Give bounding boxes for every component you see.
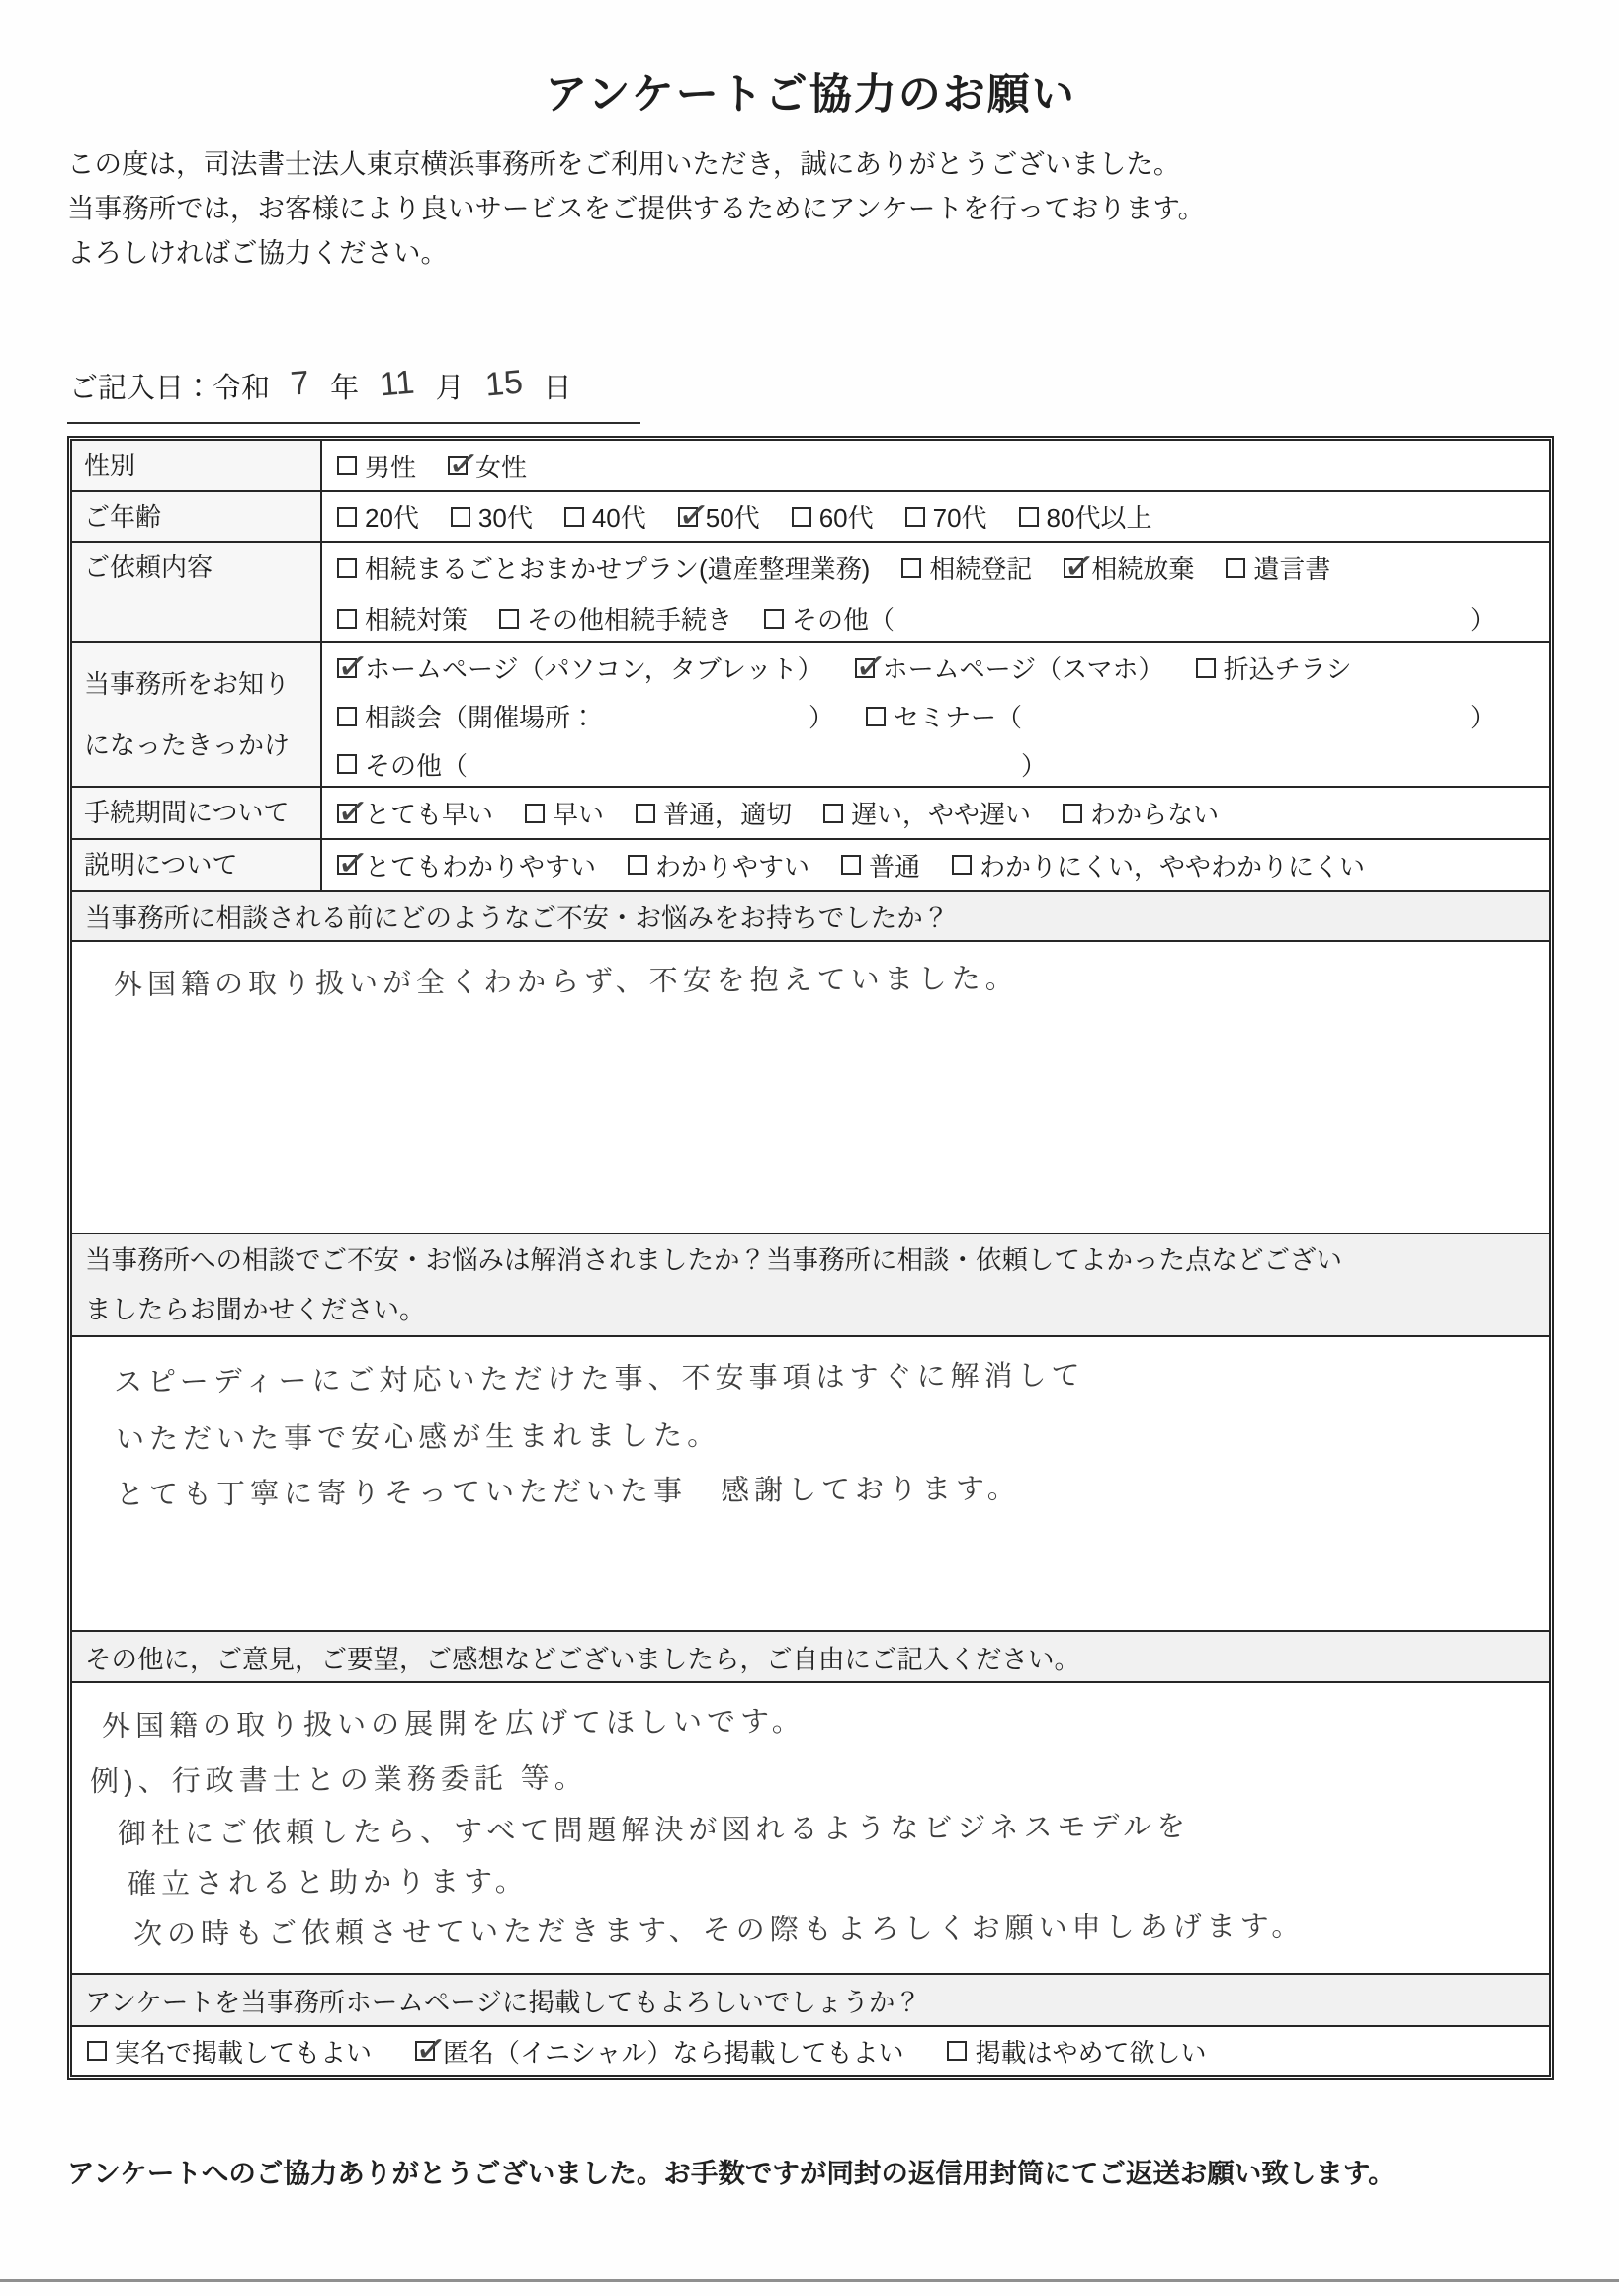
option-label: セミナー（	[894, 703, 1023, 732]
checkbox-icon	[628, 855, 647, 875]
handwritten-day: 15	[482, 363, 524, 404]
checkbox-icon	[87, 2041, 107, 2061]
row-label: 当事務所をお知りになったきっかけ	[72, 643, 322, 786]
survey-option	[1063, 795, 1219, 831]
option-label: その他（	[792, 605, 895, 635]
answer-area-resolved	[72, 1335, 1549, 1630]
option-label: 相続まるごとおまかせプラン(遺産整理業務)	[365, 554, 871, 584]
intro-line: 当事務所では，お客様により良いサービスをご提供するためにアンケートを行っております。	[67, 193, 1206, 223]
option-label: 匿名（イニシャル）なら掲載してもよい	[443, 2037, 904, 2068]
option-label: 掲載はやめて欲しい	[975, 2037, 1207, 2068]
survey-option	[337, 795, 493, 831]
option-label: 70代	[932, 503, 987, 533]
row-label: 性別	[72, 441, 322, 490]
option-label: その他（	[365, 750, 469, 781]
checkbox-icon	[337, 707, 357, 726]
survey-option	[866, 698, 1517, 734]
checkbox-icon	[792, 507, 811, 527]
checkbox-icon	[337, 609, 357, 629]
survey-option	[564, 498, 646, 535]
document-content	[67, 0, 1554, 2190]
option-label: 実名で掲載してもよい	[115, 2037, 373, 2068]
option-label: わからない	[1090, 800, 1220, 829]
question-text: その他に，ご意見，ご要望，ご感想などございましたら，ご自由にご記入ください。	[85, 1644, 1080, 1674]
table-row-speed	[72, 786, 1549, 838]
option-close-paren: ）	[809, 703, 835, 732]
option-label: わかりやすい	[655, 851, 810, 882]
option-label: わかりにくい，ややわかりにくい	[980, 851, 1366, 882]
checkbox-icon	[841, 855, 861, 875]
option-label: 相談会（開催場所：	[365, 703, 597, 732]
checkbox-icon	[337, 507, 357, 527]
survey-option	[451, 498, 533, 535]
answer-area-worries	[72, 940, 1549, 1233]
option-label: 女性	[475, 452, 528, 482]
survey-table	[67, 436, 1554, 2080]
survey-option	[1196, 649, 1352, 686]
checkbox-icon	[764, 609, 784, 629]
question-row-resolved	[72, 1233, 1549, 1335]
checkbox-icon	[678, 507, 698, 527]
survey-option	[855, 649, 1164, 686]
date-year-unit: 年	[330, 373, 360, 404]
survey-option	[415, 2033, 903, 2070]
checkbox-icon	[947, 2041, 967, 2061]
option-close-paren: ）	[1021, 750, 1048, 781]
table-row-explanation	[72, 838, 1549, 890]
checkbox-icon	[1196, 658, 1216, 678]
handwritten-answer-line: とても丁寧に寄りそっていただいた事 感謝しております。	[115, 1473, 1021, 1511]
survey-option	[905, 498, 987, 535]
handwritten-answer-line: 外国籍の取り扱いの展開を広げてほしいです。	[101, 1706, 806, 1743]
date-label: ご記入日：令和	[69, 373, 271, 404]
survey-option	[337, 746, 1047, 783]
survey-option	[499, 600, 732, 637]
checkbox-icon	[337, 754, 357, 774]
table-row-request	[72, 541, 1549, 641]
survey-option	[1064, 550, 1194, 586]
intro-line: よろしければご協力ください。	[67, 237, 448, 268]
survey-option	[823, 795, 1031, 831]
date-line	[67, 363, 640, 424]
checkbox-icon	[855, 658, 875, 678]
checkbox-icon	[905, 507, 925, 527]
option-label: 遅い，やや遅い	[851, 800, 1032, 829]
handwritten-month: 11	[378, 363, 416, 404]
handwritten-answer-line: 例)、行政書士との業務委託 等。	[89, 1762, 588, 1799]
option-label: 相続対策	[365, 605, 469, 635]
option-label: 男性	[365, 452, 417, 482]
option-close-paren: ）	[1469, 605, 1495, 635]
option-label: 50代	[705, 503, 760, 533]
survey-option	[525, 795, 604, 831]
option-label: ホームページ（スマホ）	[882, 654, 1164, 684]
option-label: とてもわかりやすい	[365, 851, 597, 882]
question-text: 当事務所に相談される前にどのようなご不安・お悩みをお持ちでしたか？	[85, 903, 950, 933]
question-row-worries	[72, 890, 1549, 940]
checkbox-icon	[901, 558, 921, 578]
answer-area-other-comments	[72, 1681, 1549, 1973]
handwritten-answer-line: いただいた事で安心感が生まれました。	[115, 1419, 722, 1456]
handwritten-answer-line: 御社にご依頼したら、すべて問題解決が図れるようなビジネスモデルを	[117, 1811, 1191, 1850]
question-text: ましたらお聞かせください。	[85, 1295, 426, 1324]
checkbox-icon	[499, 609, 519, 629]
handwritten-answer-line: 外国籍の取り扱いが全くわからず、不安を抱えていました。	[113, 963, 1019, 1001]
checkbox-icon	[451, 507, 470, 527]
handwritten-year: 7	[289, 364, 311, 403]
option-label: 30代	[477, 503, 533, 533]
intro-line: この度は，司法書士法人東京横浜事務所をご利用いただき，誠にありがとうございました。	[67, 148, 1181, 179]
survey-option	[841, 847, 920, 884]
row-label: ご年齢	[72, 492, 322, 541]
handwritten-answer-line: スピーディーにご対応いただけた事、不安事項はすぐに解消して	[113, 1360, 1085, 1399]
checkbox-icon	[448, 456, 468, 475]
date-day-unit: 日	[543, 373, 572, 404]
checkbox-icon	[1226, 558, 1245, 578]
checkbox-icon	[564, 507, 584, 527]
page-title: アンケートご協力のお願い	[545, 71, 1076, 119]
intro-paragraph	[67, 141, 1554, 275]
option-label: 早い	[553, 800, 605, 829]
survey-option	[792, 498, 874, 535]
checkbox-icon	[952, 855, 972, 875]
checkbox-icon	[823, 804, 843, 823]
survey-option	[901, 550, 1032, 586]
survey-option	[952, 847, 1365, 884]
survey-option	[337, 847, 596, 884]
checkbox-icon	[525, 804, 545, 823]
question-row-publish	[72, 1973, 1549, 2025]
option-label: 折込チラシ	[1223, 654, 1352, 684]
option-label: 普通，適切	[663, 800, 793, 829]
checkbox-icon	[337, 658, 357, 678]
handwritten-answer-line: 確立されると助かります。	[127, 1865, 529, 1901]
survey-option	[337, 498, 419, 535]
survey-option	[337, 448, 416, 484]
table-row-publish-options	[72, 2025, 1549, 2075]
table-row-sex	[72, 441, 1549, 490]
checkbox-icon	[636, 804, 655, 823]
option-label: 80代以上	[1046, 503, 1152, 533]
scan-artifact-line	[0, 2279, 1619, 2282]
option-label: 20代	[365, 503, 419, 533]
option-label: ホームページ（パソコン，タブレット）	[365, 654, 823, 684]
checkbox-icon	[337, 855, 357, 875]
checkbox-icon	[1064, 558, 1083, 578]
survey-option	[628, 847, 810, 884]
checkbox-icon	[1019, 507, 1039, 527]
table-row-age	[72, 490, 1549, 541]
survey-option	[337, 698, 834, 734]
checkbox-icon	[866, 707, 886, 726]
row-label: 説明について	[72, 840, 322, 890]
row-label: 手続期間について	[72, 788, 322, 838]
handwritten-answer-line: 次の時もご依頼させていただきます、その際もよろしくお願い申しあげます。	[132, 1911, 1306, 1951]
survey-option	[448, 448, 527, 484]
option-label: その他相続手続き	[527, 605, 733, 635]
date-month-unit: 月	[435, 373, 465, 404]
question-text: 当事務所への相談でご不安・お悩みは解消されましたか？当事務所に相談・依頼してよかった点などござい	[85, 1245, 1342, 1275]
checkbox-icon	[337, 558, 357, 578]
survey-option	[678, 498, 760, 535]
survey-option	[636, 795, 792, 831]
option-label: 遺言書	[1253, 554, 1331, 584]
checkbox-icon	[337, 804, 357, 823]
option-label: 普通	[869, 851, 921, 882]
survey-option	[947, 2033, 1206, 2070]
option-label: 相続放棄	[1091, 554, 1195, 584]
survey-option	[1019, 498, 1152, 535]
footer-note: アンケートへのご協力ありがとうございました。お手数ですが同封の返信用封筒にてご返送お願い致します。	[67, 2158, 1396, 2188]
row-label: ご依頼内容	[72, 543, 322, 641]
option-label: 60代	[818, 503, 874, 533]
survey-option	[337, 600, 468, 637]
survey-option	[764, 600, 1517, 637]
survey-option	[87, 2033, 372, 2070]
survey-option	[337, 649, 823, 686]
option-label: 相続登記	[929, 554, 1033, 584]
question-row-other-comments	[72, 1630, 1549, 1681]
question-text: アンケートを当事務所ホームページに掲載してもよろしいでしょうか？	[85, 1988, 921, 2017]
option-label: とても早い	[365, 800, 494, 829]
checkbox-icon	[415, 2041, 435, 2061]
survey-option	[1226, 550, 1330, 586]
checkbox-icon	[1063, 804, 1082, 823]
option-close-paren: ）	[1469, 703, 1495, 732]
survey-option	[337, 550, 870, 586]
checkbox-icon	[337, 456, 357, 475]
option-label: 40代	[591, 503, 646, 533]
table-row-source	[72, 641, 1549, 786]
